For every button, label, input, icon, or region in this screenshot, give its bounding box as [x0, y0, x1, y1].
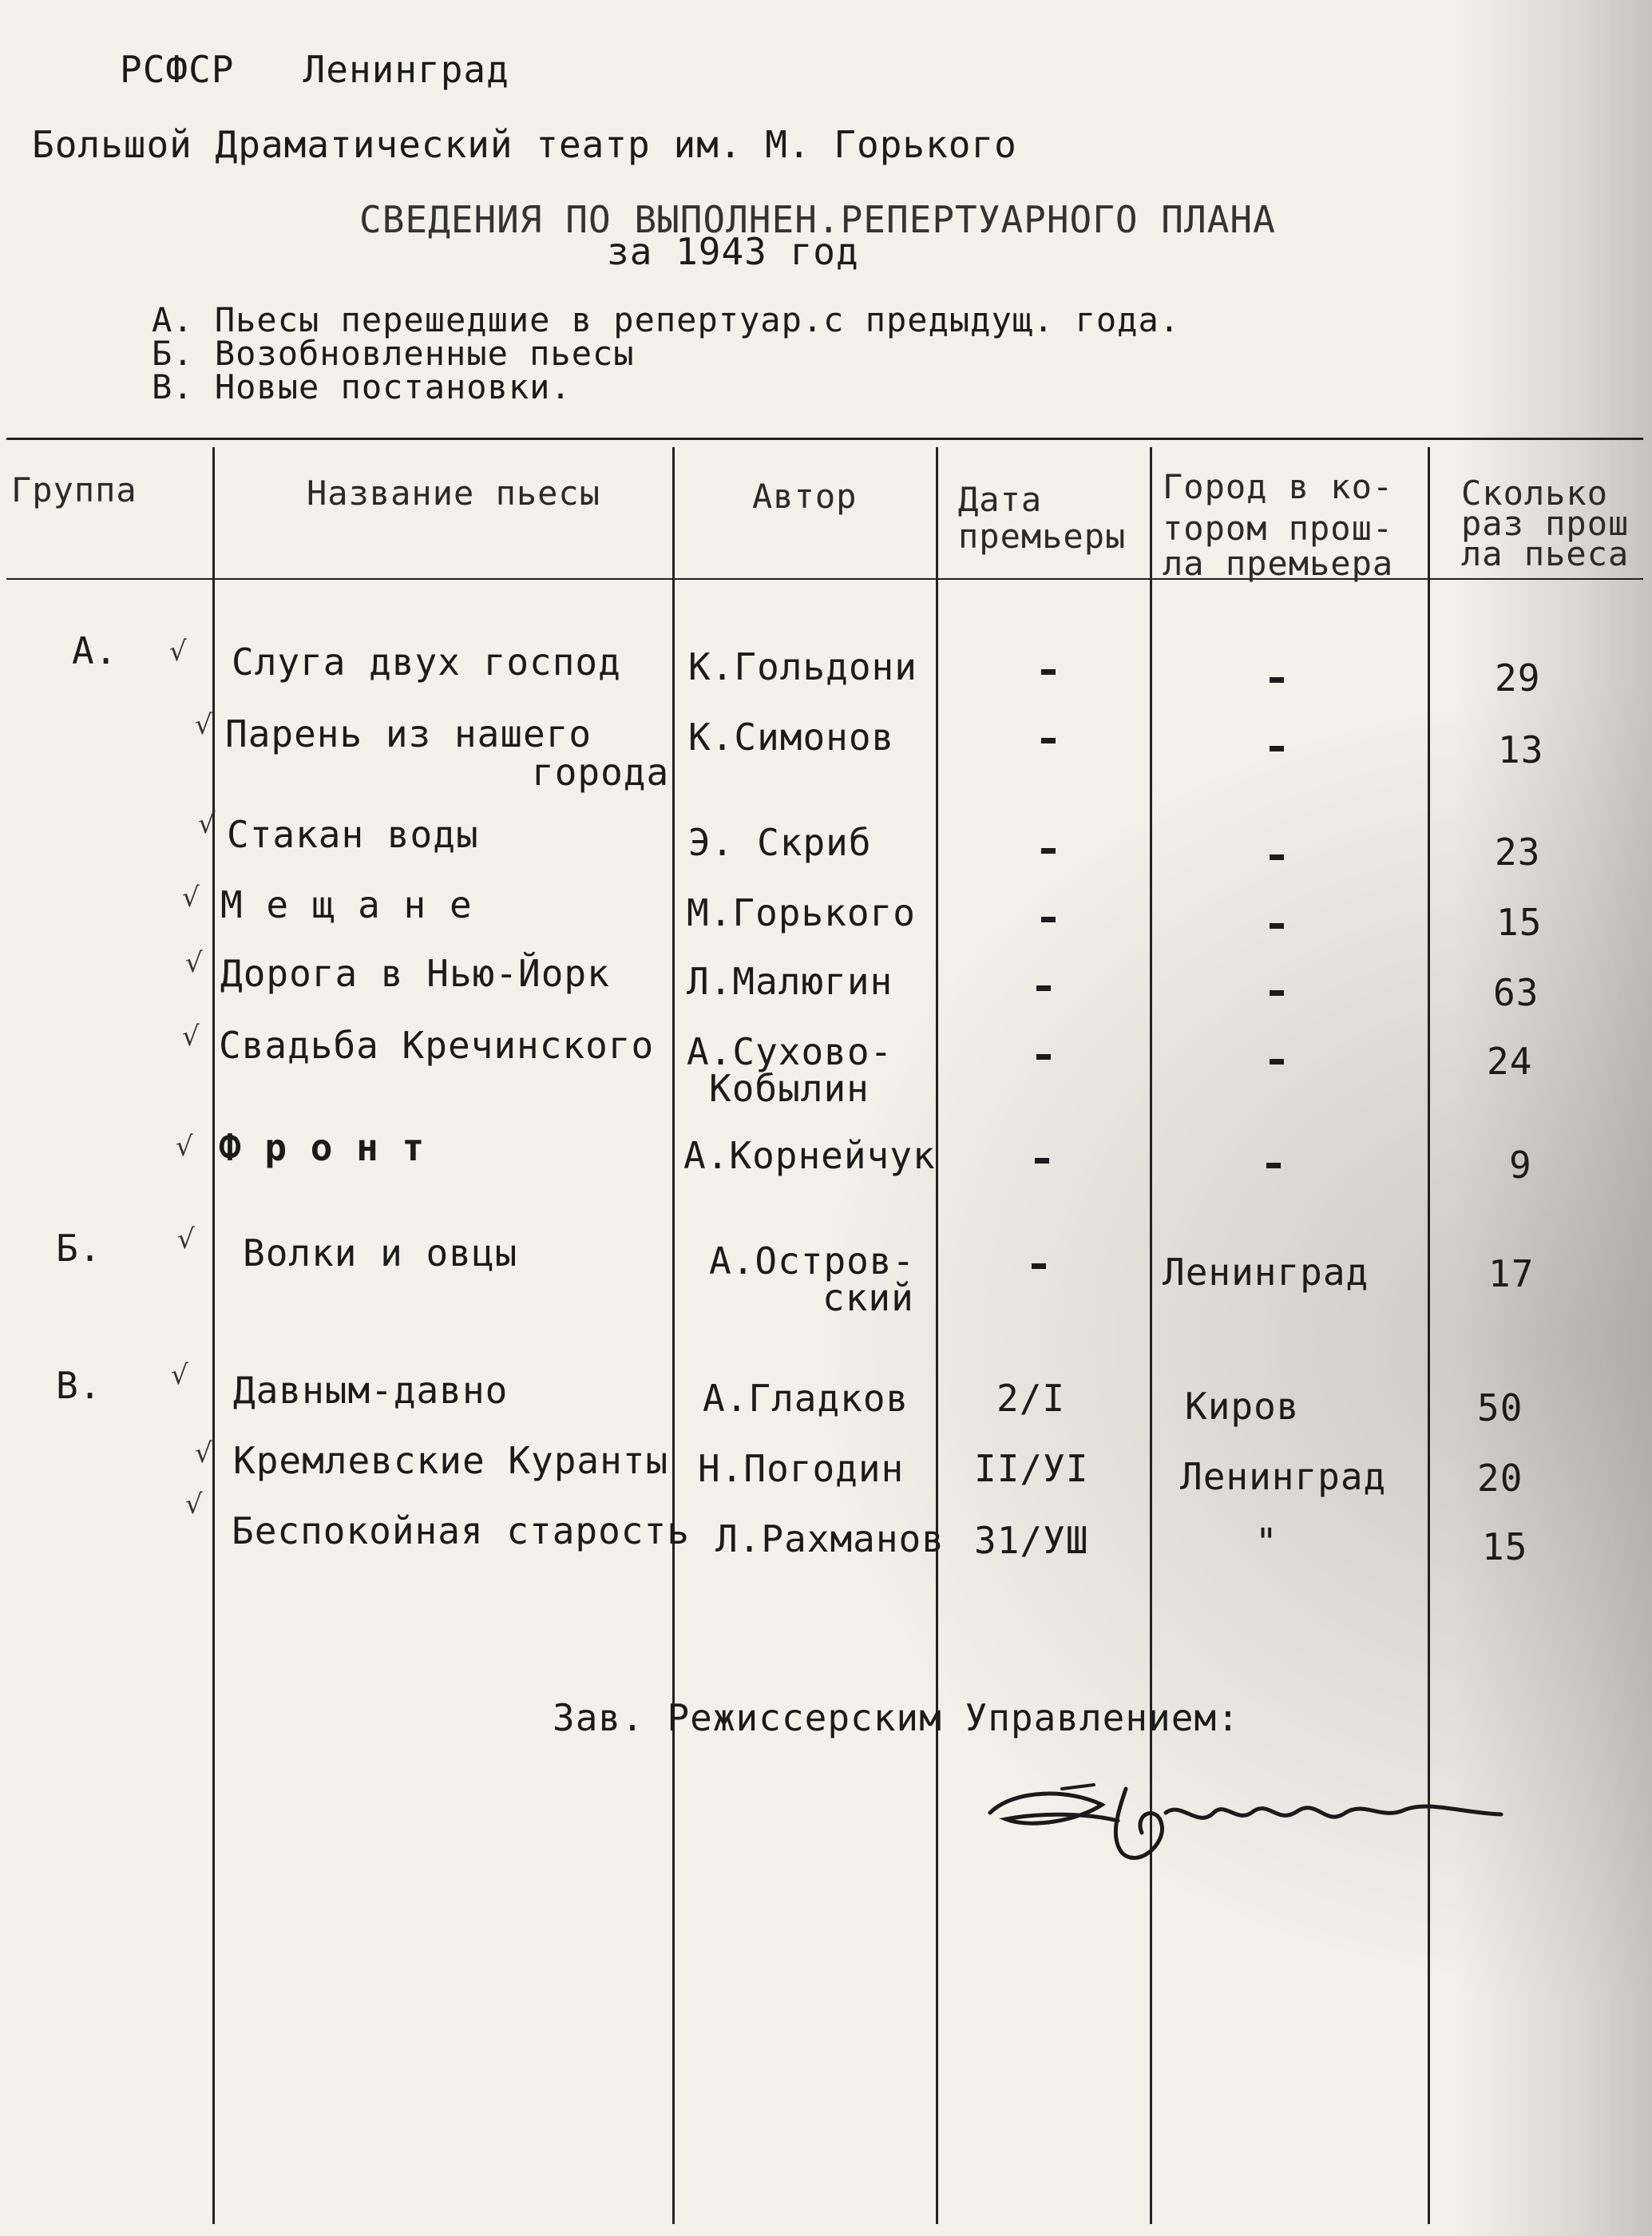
col-header-author: Автор [752, 477, 858, 516]
row-6-city-dash [1270, 1059, 1284, 1064]
check-mark-icon: √ [195, 709, 212, 741]
row-6-author-line-2: Кобылин [709, 1067, 870, 1110]
legend-a: А. Пьесы перешедшие в репертуар.с предыдущ. года. [152, 300, 1181, 339]
col-header-date-2: премьеры [958, 517, 1127, 556]
table-header-rule [6, 578, 1643, 580]
check-mark-icon: √ [177, 1223, 195, 1255]
row-10-date: II/УI [974, 1447, 1089, 1490]
row-11-city: " [1255, 1520, 1278, 1564]
document-title: СВЕДЕНИЯ ПО ВЫПОЛНЕН.РЕПЕРТУАРНОГО ПЛАНА [359, 198, 1276, 241]
col-header-city-3: ла премьера [1163, 544, 1394, 583]
col-divider-3 [936, 447, 938, 2224]
row-9-date: 2/I [996, 1377, 1066, 1420]
row-9-city: Киров [1185, 1385, 1300, 1428]
row-2-count: 13 [1498, 728, 1544, 771]
row-1-title: Слуга двух господ [232, 640, 621, 684]
row-6-count: 24 [1487, 1040, 1533, 1083]
col-header-group: Группа [11, 470, 137, 509]
legend-c: В. Новые постановки. [152, 367, 572, 406]
group-label-c: В. [56, 1364, 102, 1407]
row-10-author: Н.Погодин [698, 1447, 905, 1490]
group-label-b: Б. [56, 1227, 102, 1270]
row-1-city-dash [1270, 677, 1284, 683]
check-mark-icon: √ [171, 1359, 188, 1391]
row-3-author: Э. Скриб [688, 821, 872, 864]
row-9-title: Давным-давно [233, 1369, 509, 1412]
row-8-date-dash [1032, 1263, 1046, 1269]
col-header-count-2: раз прош [1461, 504, 1630, 543]
row-5-title: Дорога в Нью-Йорк [220, 952, 610, 995]
row-11-count: 15 [1482, 1525, 1528, 1568]
row-2-title-line-2: города [532, 751, 670, 794]
row-1-date-dash [1041, 669, 1056, 675]
row-8-title: Волки и овцы [243, 1231, 518, 1275]
col-header-title: Название пьесы [307, 474, 601, 513]
row-3-title: Стакан воды [227, 813, 479, 856]
row-2-title: Парень из нашего [225, 712, 592, 755]
check-mark-icon: √ [169, 636, 187, 668]
row-4-author: М.Горького [687, 891, 916, 934]
row-3-date-dash [1041, 848, 1056, 854]
row-8-city: Ленинград [1163, 1251, 1369, 1294]
row-11-author: Л.Рахманов [715, 1517, 945, 1560]
row-4-city-dash [1270, 923, 1284, 929]
col-header-city-1: Город в ко- [1163, 467, 1394, 506]
check-mark-icon: √ [182, 882, 200, 914]
row-1-count: 29 [1495, 656, 1541, 700]
row-3-city-dash [1270, 854, 1284, 860]
row-7-city-dash [1266, 1163, 1281, 1168]
col-header-city-2: тором прош- [1163, 509, 1394, 548]
row-3-count: 23 [1495, 831, 1541, 874]
row-9-count: 50 [1477, 1386, 1523, 1429]
group-label-a: А. [72, 629, 118, 672]
signature-icon [982, 1757, 1509, 1877]
table-top-rule [6, 438, 1643, 440]
col-header-count-3: ла пьеса [1461, 534, 1630, 573]
check-mark-icon: √ [195, 1437, 212, 1469]
col-divider-5 [1428, 447, 1430, 2224]
row-7-author: А.Корнейчук [683, 1134, 936, 1177]
row-2-date-dash [1041, 738, 1056, 743]
check-mark-icon: √ [176, 1131, 193, 1163]
col-header-date-1: Дата [958, 480, 1043, 519]
row-8-count: 17 [1488, 1252, 1535, 1295]
row-2-author: К.Симонов [688, 716, 895, 759]
header-line-2: Большой Драматический театр им. М. Горького [32, 123, 1017, 166]
col-divider-2 [672, 447, 675, 2224]
row-9-author: А.Гладков [703, 1377, 909, 1420]
col-header-count-1: Сколько [1461, 474, 1609, 513]
row-4-date-dash [1041, 917, 1056, 922]
row-5-date-dash [1036, 985, 1051, 991]
row-5-author: Л.Малюгин [687, 960, 893, 1003]
check-mark-icon: √ [185, 1489, 203, 1520]
col-divider-4 [1150, 447, 1152, 2224]
row-1-author: К.Гольдони [688, 645, 917, 688]
row-7-date-dash [1035, 1158, 1049, 1164]
header-line-1: РСФСР Ленинград [120, 48, 509, 91]
footer-label: Зав. Режиссерским Управлением: [553, 1696, 1240, 1739]
row-10-city: Ленинград [1180, 1455, 1387, 1498]
legend-b: Б. Возобновленные пьесы [152, 334, 635, 373]
row-11-title: Беспокойная старость [232, 1509, 690, 1552]
check-mark-icon: √ [185, 947, 203, 979]
row-11-date: 31/УШ [974, 1519, 1089, 1562]
row-8-author-line-2: ский [822, 1276, 914, 1319]
row-5-city-dash [1270, 990, 1284, 996]
row-10-title: Кремлевские Куранты [233, 1439, 669, 1482]
row-4-count: 15 [1496, 901, 1543, 944]
row-5-count: 63 [1493, 971, 1539, 1014]
row-6-author: А.Сухово- [687, 1030, 893, 1073]
row-8-author: А.Остров- [709, 1239, 916, 1283]
check-mark-icon: √ [198, 808, 216, 840]
row-6-date-dash [1036, 1054, 1051, 1060]
row-2-city-dash [1270, 746, 1284, 751]
row-6-title: Свадьба Кречинского [219, 1024, 655, 1067]
row-4-title: М е щ а н е [220, 883, 473, 926]
row-10-count: 20 [1477, 1457, 1523, 1500]
row-7-count: 9 [1509, 1144, 1532, 1187]
row-7-title: Ф р о н т [219, 1126, 426, 1169]
check-mark-icon: √ [182, 1021, 200, 1053]
document-subtitle: за 1943 год [607, 230, 859, 273]
col-divider-1 [212, 447, 215, 2224]
